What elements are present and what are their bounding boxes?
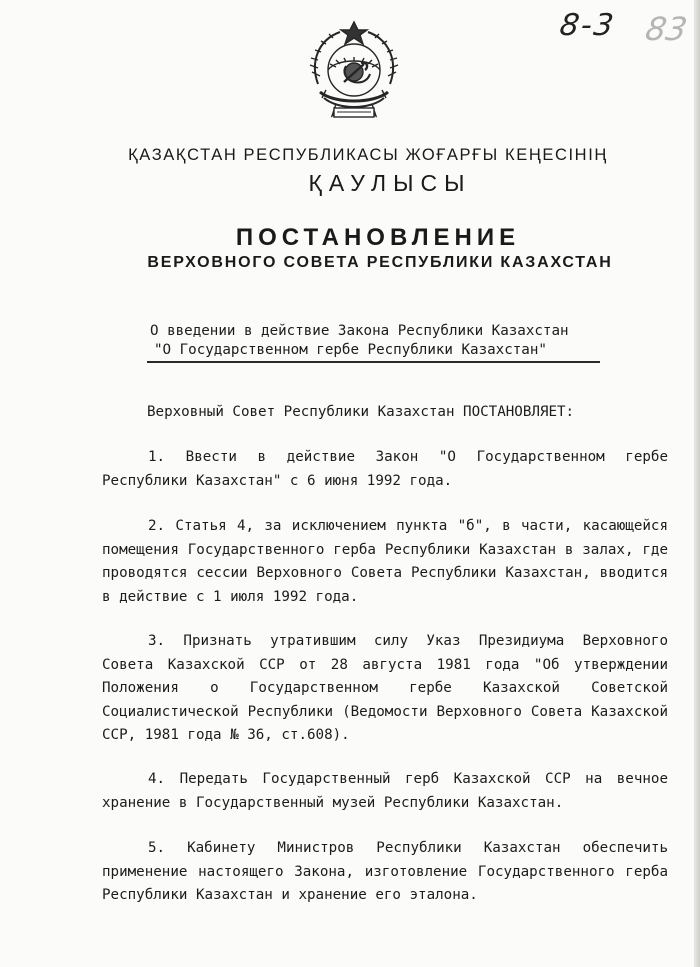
document-subject — [150, 322, 620, 360]
handwritten-page-number: 83 — [642, 10, 691, 48]
kazakh-document-type: ҚАУЛЫСЫ — [308, 170, 472, 196]
subject-line: О введении в действие Закона Республики Казахстан — [150, 323, 569, 339]
clause-3: 3. Признать утратившим силу Указ Президиума Верховного Совета Казахской ССР от 28 августа 1981 года "Об утверждении Положения о Государственном гербе Казахской Советской Социалистической Республики (Ведомости Верховного Совета Казахской ССР, 1981 года № 36, ст.608). — [102, 633, 668, 743]
kazakh-body-name: ҚАЗАҚСТАН РЕСПУБЛИКАСЫ ЖОҒАРҒЫ КЕҢЕСІНІҢ — [128, 146, 608, 164]
clause-1: 1. Ввести в действие Закон "О Государственном гербе Республики Казахстан" с 6 июня 1992 года. — [102, 449, 668, 489]
subject-underline — [147, 361, 600, 363]
clause-4: 4. Передать Государственный герб Казахской ССР на вечное хранение в Государственный музей Республики Казахстан. — [102, 771, 668, 811]
issuing-body-name: ВЕРХОВНОГО СОВЕТА РЕСПУБЛИКИ КАЗАХСТАН — [147, 254, 613, 271]
document-title: ПОСТАНОВЛЕНИЕ — [235, 224, 521, 251]
subject-line: "О Государственном гербе Республики Казахстан" — [154, 342, 547, 358]
state-emblem-icon — [306, 18, 402, 126]
clause-2: 2. Статья 4, за исключением пункта "б", в части, касающейся помещения Государственного герба Республики Казахстан в залах, где проводятся сессии Верховного Совета Республики Казахстан, вводится в действие с 1 июля 1992 года. — [102, 518, 668, 605]
clause-5: 5. Кабинету Министров Республики Казахстан обеспечить применение настоящего Закона, изготовление Государственного герба Республики Казахстан и хранение его эталона. — [102, 840, 668, 903]
resolution-intro: Верховный Совет Республики Казахстан ПОСТАНОВЛЯЕТ: — [147, 404, 575, 420]
handwritten-archive-note: 8-3 — [557, 8, 618, 43]
